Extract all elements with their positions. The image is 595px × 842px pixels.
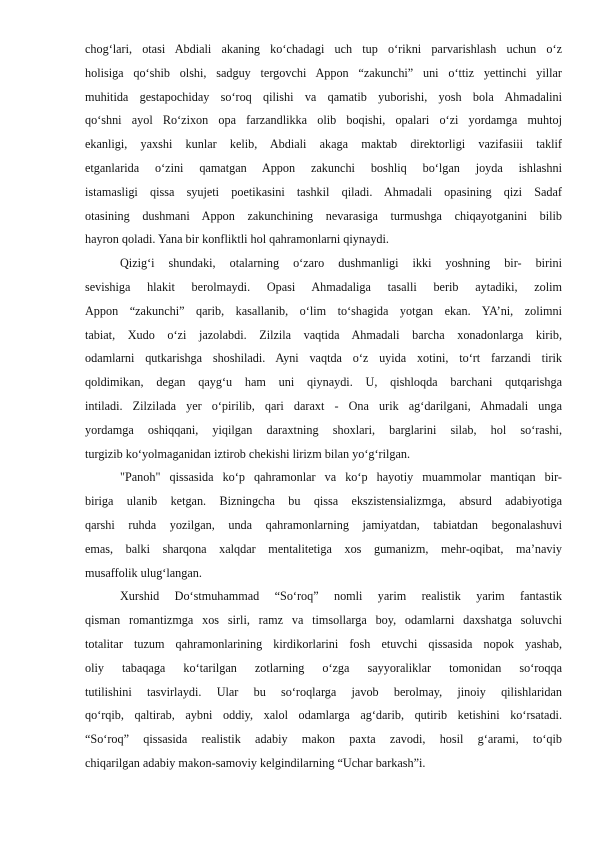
- text-line: "Panoh" qissasida ko‘p qahramonlar va ko‘p hayotiy muammolar mantiqan bir-: [120, 470, 562, 485]
- paragraph-1: [85, 38, 562, 252]
- text-line: muhitida gestapochiday so‘roq qilishi va qamatib yuborishi, yosh bola Ahmadalini: [85, 89, 562, 104]
- text-line: oliy tabaqaga ko‘tarilgan zotlarning o‘zga sayyoraliklar tomonidan so‘roqqa: [85, 660, 562, 675]
- text-line: istamasligi qissa syujeti poetikasini tashkil qiladi. Ahmadali opasining qizi Sadaf: [85, 184, 562, 199]
- text-line: biriga ulanib ketgan. Bizningcha bu qissa ekszistensializmga, absurd adabiyotiga: [85, 494, 562, 509]
- text-line: Xurshid Do‘stmuhammad “So‘roq” nomli yarim realistik yarim fantastik: [120, 589, 562, 604]
- text-line: totalitar tuzum qahramonlarining kirdikorlarini fosh etuvchi qissasida nopok yashab,: [85, 636, 562, 651]
- text-line: intiladi. Zilzilada yer o‘pirilib, qari daraxt - Ona urik ag‘darilgani, Ahmadali unga: [85, 398, 562, 413]
- text-line: qarshi ruhda yozilgan, unda qahramonlarning jamiyatdan, tabiatdan begonalashuvi: [85, 517, 562, 532]
- text-line: chiqarilgan adabiy makon-samoviy kelgindilarning “Uchar barkash”i.: [85, 755, 426, 770]
- text-line: yordamga oshiqqani, yiqilgan daraxtning shoxlari, barglarini silab, hol so‘rashi,: [85, 422, 562, 437]
- paragraph-3: [85, 466, 562, 585]
- text-line: emas, balki sharqona xalqdar mentalitetiga xos gumanizm, mehr-oqibat, ma’naviy: [85, 541, 562, 556]
- text-line: qo‘rqib, qaltirab, aybni oddiy, xalol odamlarga ag‘darib, qutirib ketishini ko‘rsatadi.: [85, 708, 562, 723]
- text-line: tutilishini tasvirlaydi. Ular bu so‘roqlarga javob berolmay, jinoiy qilishlaridan: [85, 684, 562, 699]
- text-line: turgizib ko‘yolmaganidan iztirob chekishi lirizm bilan yo‘g‘rilgan.: [85, 446, 411, 461]
- paragraph-4: [85, 585, 562, 775]
- document-body: [85, 38, 562, 776]
- text-line: holisiga qo‘shib olshi, sadguy tergovchi Appon “zakunchi” uni o‘ttiz yettinchi yillar: [85, 65, 562, 80]
- text-line: Qizig‘i shundaki, otalarning o‘zaro dushmanligi ikki yoshning bir- birini: [120, 256, 562, 271]
- text-line: ekanligi, yaxshi kunlar kelib, Abdiali akaga maktab direktorligi vazifasiii taklif: [85, 137, 562, 152]
- text-line: otasining dushmani Appon zakunchining nevarasiga turmushga chiqayotganini bilib: [85, 208, 562, 223]
- text-line: Appon “zakunchi” qarib, kasallanib, o‘lim to‘shagida yotgan ekan. YA’ni, zolimni: [85, 303, 562, 318]
- text-line: musaffolik ulug‘langan.: [85, 565, 202, 580]
- text-line: qo‘shni ayol Ro‘zixon opa farzandlikka olib boqishi, opalari o‘zi yordamga muhtoj: [85, 113, 562, 128]
- text-line: odamlarni qutkarishga shoshiladi. Ayni vaqtda o‘z uyida xotini, to‘rt farzandi tirik: [85, 351, 562, 366]
- text-line: chog‘lari, otasi Abdiali akaning ko‘chadagi uch tup o‘rikni parvarishlash uchun o‘z: [85, 42, 562, 56]
- text-line: tabiat, Xudo o‘zi jazolabdi. Zilzila vaqtida Ahmadali barcha xonadonlarga kirib,: [85, 327, 562, 342]
- text-line: qoldimikan, degan qayg‘u ham uni qiynaydi. U, qishloqda barchani qutqarishga: [85, 375, 562, 390]
- text-line: etganlarida o‘zini qamatgan Appon zakunchi boshliq bo‘lgan joyda ishlashni: [85, 160, 562, 175]
- paragraph-2: [85, 252, 562, 466]
- text-line: hayron qoladi. Yana bir konfliktli hol qahramonlarni qiynaydi.: [85, 232, 389, 247]
- text-line: sevishiga hlakit berolmaydi. Opasi Ahmadaliga tasalli berib aytadiki, zolim: [85, 279, 562, 294]
- text-line: qisman romantizmga xos sirli, ramz va timsollarga boy, odamlarni daxshatga soluvchi: [85, 613, 562, 628]
- text-line: “So‘roq” qissasida realistik adabiy makon paxta zavodi, hosil g‘arami, to‘qib: [85, 732, 562, 747]
